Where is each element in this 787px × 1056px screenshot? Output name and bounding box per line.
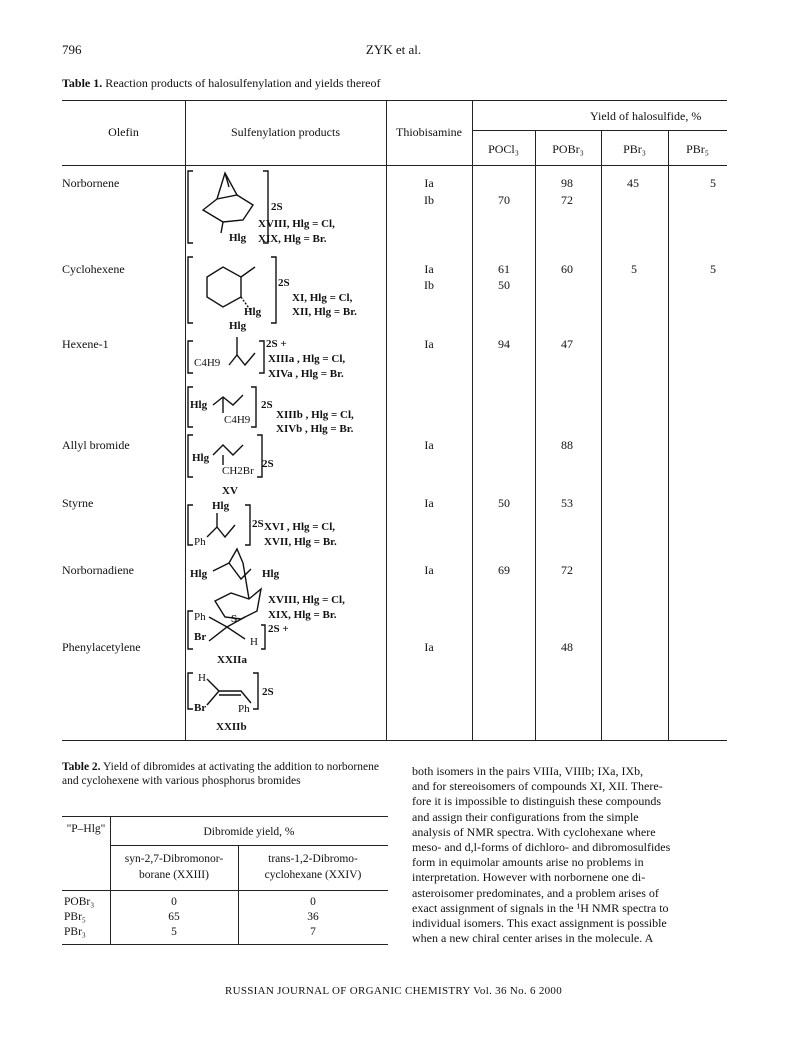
yield-cell: 61 (498, 262, 510, 276)
table2-cell: 0 (310, 896, 316, 908)
structures-drawing (185, 165, 386, 740)
struct-label: 2S + (268, 623, 289, 635)
table2-mid-rule (110, 845, 388, 846)
table2-header-sub2a: trans-1,2-Dibromo- (268, 853, 358, 865)
struct-label: XIX, Hlg = Br. (258, 233, 327, 245)
table2-reagent: PBr₅ (64, 911, 86, 923)
olefin-norbornadiene: Norbornadiene (62, 563, 134, 577)
olefin-allyl-bromide: Allyl bromide (62, 438, 130, 452)
header-reagent-pbr5: PBr₅ (686, 142, 709, 156)
table1-header-bottom-rule (62, 165, 727, 166)
running-head (0, 42, 787, 58)
table2-caption (62, 760, 388, 788)
table1-col-divider-3 (472, 100, 473, 740)
table2-header-group: Dibromide yield, % (203, 826, 295, 838)
olefin-cyclohexene: Cyclohexene (62, 262, 125, 276)
struct-label: Br (194, 631, 207, 643)
struct-label: 2S (278, 277, 290, 289)
paragraph-line: interpretation. However with norbornene one di- (412, 870, 646, 885)
paragraph-line: exact assignment of signals in the ¹H NMR spectra to (412, 900, 669, 915)
page-number: 796 (62, 42, 82, 57)
struct-label: XVIII, Hlg = Cl, (258, 218, 335, 230)
yield-cell: 72 (561, 193, 573, 207)
yield-cell: 60 (561, 262, 573, 276)
struct-label: 2S (271, 201, 283, 213)
header-thiobisamine: Thiobisamine (396, 125, 462, 139)
table2-header-sub1a: syn-2,7-Dibromonor- (124, 853, 224, 865)
struct-label: XVII, Hlg = Br. (264, 536, 337, 548)
table2-reagent: PBr₃ (64, 926, 86, 938)
table2-cell: 0 (171, 896, 177, 908)
yield-cell: 53 (561, 496, 573, 510)
table1-col-divider-6 (668, 130, 669, 740)
yield-cell: 48 (561, 640, 573, 654)
thio-cell: Ia (424, 563, 434, 577)
yield-cell: 72 (561, 563, 573, 577)
struct-label: XIVa , Hlg = Br. (268, 368, 344, 380)
thio-cell: Ia (424, 496, 434, 510)
table2-header-sub2b: cyclohexane (XXIV) (264, 869, 362, 881)
struct-label: XIVb , Hlg = Br. (276, 423, 354, 435)
struct-label: XIIIa , Hlg = Cl, (268, 353, 346, 365)
paragraph-line: meso- and d,l-forms of dichloro- and dibromosulfides (412, 840, 671, 855)
struct-label: XXIIa (217, 654, 247, 666)
struct-label: Hlg (229, 232, 247, 244)
struct-label: C4H9 (194, 357, 221, 369)
yield-cell: 5 (631, 262, 637, 276)
yield-cell: 50 (498, 496, 510, 510)
struct-label: XIX, Hlg = Br. (268, 609, 337, 621)
yield-cell: 5 (710, 176, 716, 190)
table2-cell: 65 (168, 911, 180, 923)
olefin-hexene: Hexene-1 (62, 337, 109, 351)
header-reagent-pocl3: POCl₃ (488, 142, 519, 156)
yield-cell: 69 (498, 563, 510, 577)
yield-cell: 50 (498, 278, 510, 292)
paragraph-line: when a new chiral center arises in the molecule. A (412, 931, 654, 946)
struct-label: Hlg (212, 500, 230, 512)
table1-header-mid-rule (472, 130, 727, 131)
table1-caption (62, 76, 381, 91)
struct-label: Hlg (244, 306, 262, 318)
struct-label: Hlg (229, 320, 247, 332)
table2-cell: 7 (310, 926, 316, 938)
yield-cell: 45 (627, 176, 639, 190)
yield-cell: 47 (561, 337, 573, 351)
header-reagent-pbr3: PBr₃ (623, 142, 646, 156)
thio-cell: Ib (424, 193, 434, 207)
thio-cell: Ia (424, 438, 434, 452)
paragraph-line: individual isomers. This exact assignment is possible (412, 916, 667, 931)
struct-label: C4H9 (224, 414, 251, 426)
struct-label: XVIII, Hlg = Cl, (268, 594, 345, 606)
table2-caption-text: Yield of dibromides at activating the addition to norbornene and cyclohexene with various phosphorus bromides (62, 761, 379, 787)
struct-label: S (231, 613, 238, 625)
paragraph-line: analysis of NMR spectra. With cyclohexane where (412, 824, 656, 839)
table1-col-divider-4 (535, 130, 536, 740)
struct-label: Hlg (262, 568, 280, 580)
table1-caption-text: Reaction products of halosulfenylation and yields thereof (105, 76, 381, 90)
paragraph-line: form in equimolar amounts arise no problems in (412, 855, 644, 870)
header-products: Sulfenylation products (231, 125, 340, 139)
olefin-phenylacetylene: Phenylacetylene (62, 640, 141, 654)
paragraph-line: both isomers in the pairs VIIIa, VIIIb; IXa, IXb, (412, 764, 644, 778)
header-yield: Yield of halosulfide, % (590, 109, 702, 123)
table2-header-sub1b: borane (XXIII) (139, 869, 209, 881)
thio-cell: Ia (424, 640, 434, 654)
struct-label: XV (222, 485, 238, 497)
struct-label: Ph (194, 536, 206, 548)
struct-label: 2S (262, 458, 274, 470)
thio-cell: Ia (424, 176, 434, 190)
struct-label: Hlg (190, 399, 208, 411)
yield-cell: 98 (561, 176, 573, 190)
thio-cell: Ib (424, 278, 434, 292)
struct-label: 2S (261, 399, 273, 411)
paragraph-line: fore it is impossible to distinguish these compounds (412, 794, 661, 809)
struct-label: H (250, 636, 258, 648)
struct-label: XXIIb (216, 721, 247, 733)
yield-cell: 94 (498, 337, 510, 351)
struct-label: 2S + (266, 338, 287, 350)
table2-label: Table 2. (62, 761, 101, 773)
table2-cell: 36 (307, 911, 319, 923)
olefin-styrne: Styrne (62, 496, 94, 510)
struct-label: H (198, 672, 206, 684)
struct-label: Ph (194, 611, 206, 623)
struct-label: 2S (252, 518, 264, 530)
struct-label: 2S (262, 686, 274, 698)
struct-label: XI, Hlg = Cl, (292, 292, 353, 304)
struct-label: Br (194, 702, 207, 714)
struct-label: XII, Hlg = Br. (292, 306, 357, 318)
table1-bottom-rule (62, 740, 727, 741)
table2-reagent: POBr₃ (64, 896, 95, 908)
table2-bottom-rule (62, 944, 388, 945)
body-paragraph (412, 764, 738, 946)
thio-cell: Ia (424, 262, 434, 276)
struct-label: Hlg (190, 568, 208, 580)
thio-cell: Ia (424, 337, 434, 351)
yield-cell: 5 (710, 262, 716, 276)
table2-cell: 5 (171, 926, 177, 938)
paragraph-line: and assign their configurations from the simple (412, 809, 639, 824)
struct-label: XVI , Hlg = Cl, (264, 521, 336, 533)
olefin-norbornene: Norbornene (62, 176, 120, 190)
struct-label: XIIIb , Hlg = Cl, (276, 409, 354, 421)
running-head-text: ZYK et al. (365, 42, 422, 57)
struct-label: Hlg (192, 452, 210, 464)
struct-label: CH2Br (222, 465, 254, 477)
paragraph-line: and for stereoisomers of compounds XI, XII. There- (412, 779, 663, 794)
table2-header-reagent: "P–Hlg" (66, 823, 106, 835)
struct-label: Ph (238, 703, 250, 715)
journal-footer: RUSSIAN JOURNAL OF ORGANIC CHEMISTRY Vol. 36 No. 6 2000 (224, 985, 563, 997)
table1-top-rule (62, 100, 727, 101)
yield-cell: 70 (498, 193, 510, 207)
header-olefin: Olefin (108, 125, 139, 139)
header-reagent-pobr3: POBr₃ (552, 142, 584, 156)
yield-cell: 88 (561, 438, 573, 452)
table1-col-divider-5 (601, 130, 602, 740)
table1-label: Table 1. (62, 76, 103, 90)
paragraph-line: asteroisomer predominates, and a problem arises of (412, 885, 659, 900)
